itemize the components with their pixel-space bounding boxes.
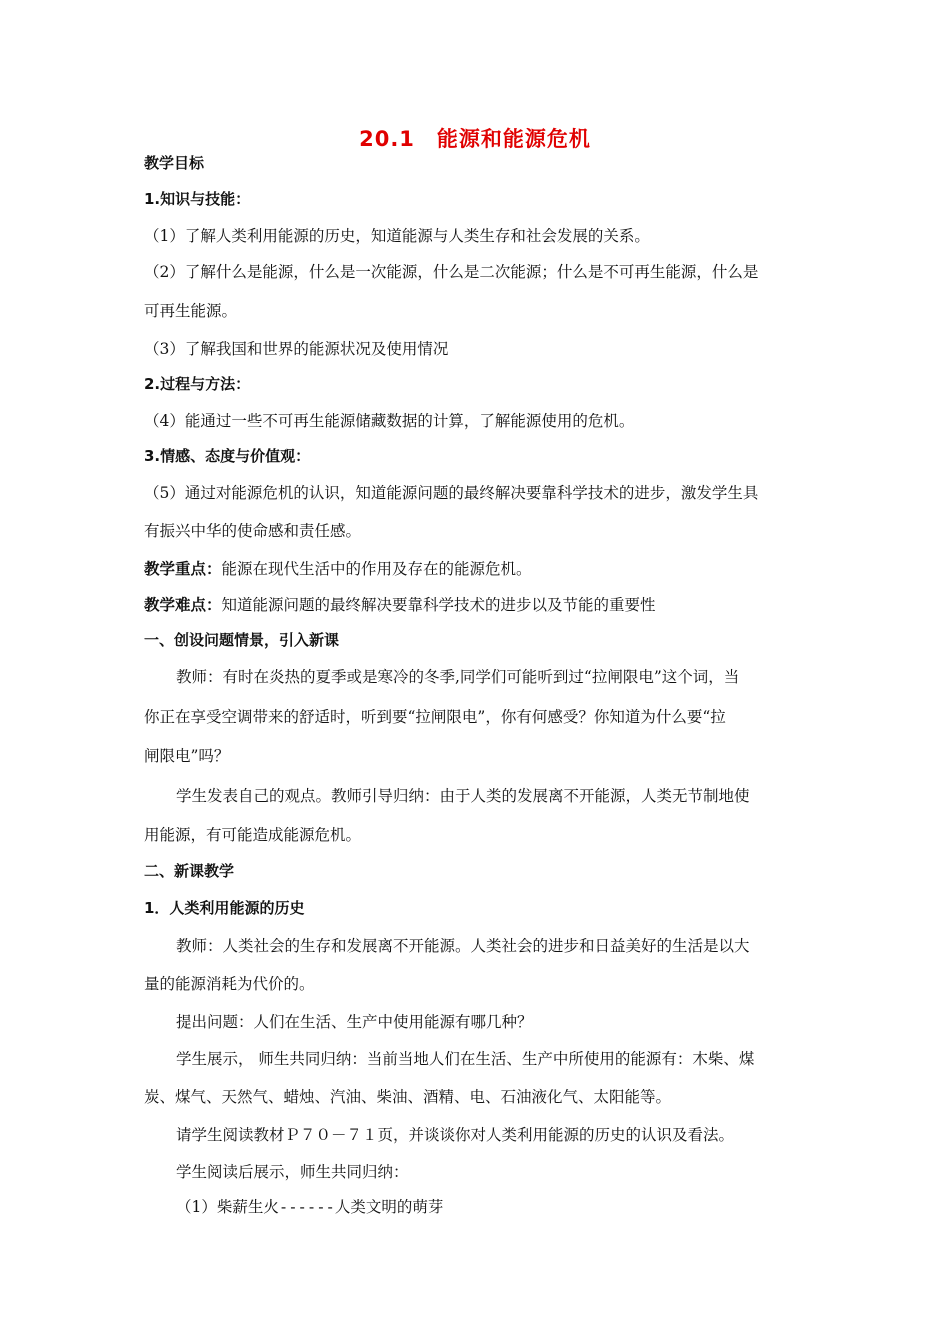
paragraph-1-line1: 教师：有时在炎热的夏季或是寒冷的冬季,同学们可能听到过“拉闸限电”这个词，当 [176, 668, 740, 686]
document-title: 20.1 能源和能源危机 [359, 127, 591, 151]
section-heading-1: 一、创设问题情景，引入新课 [144, 631, 340, 649]
paragraph-6: 请学生阅读教材Ｐ７０－７１页，并谈谈你对人类利用能源的历史的认识及看法。 [176, 1126, 735, 1144]
paragraph-5-line1: 学生展示， 师生共同归纳：当前当地人们在生活、生产中所使用的能源有：木柴、煤 [176, 1050, 755, 1068]
paragraph-3-line1: 教师：人类社会的生存和发展离不开能源。人类社会的进步和日益美好的生活是以大 [176, 937, 750, 955]
paragraph-1-line3: 闸限电”吗？ [144, 747, 230, 765]
paragraph-1-line2: 你正在享受空调带来的舒适时，听到要“拉闸限电”，你有何感受？你知道为什么要“拉 [144, 708, 726, 726]
paragraph-4: 提出问题：人们在生活、生产中使用能源有哪几种？ [176, 1013, 533, 1031]
subsection-heading-2-1: 1．人类利用能源的历史 [144, 899, 305, 917]
heading-teaching-goals: 教学目标 [144, 154, 205, 172]
goal-item-1: （1）了解人类利用能源的历史，知道能源与人类生存和社会发展的关系。 [144, 227, 650, 245]
goal-item-2-line1: （2）了解什么是能源，什么是一次能源，什么是二次能源；什么是不可再生能源，什么是 [144, 263, 759, 281]
paragraph-2-line2: 用能源，有可能造成能源危机。 [144, 826, 362, 844]
goal-item-4: （4）能通过一些不可再生能源储藏数据的计算，了解能源使用的危机。 [144, 412, 635, 430]
difficult-point [144, 593, 814, 615]
goal-item-5-line2: 有振兴中华的使命感和责任感。 [144, 522, 362, 540]
key-point-label: 教学重点： [144, 560, 222, 578]
list-item-1-dashes: ------ [278, 1198, 335, 1216]
difficult-point-text: 知道能源问题的最终解决要靠科学技术的进步以及节能的重要性 [221, 596, 656, 614]
list-item-1-prefix: （1）柴薪生火 [176, 1198, 279, 1216]
paragraph-3-line2: 量的能源消耗为代价的。 [144, 975, 315, 993]
goal-item-3: （3）了解我国和世界的能源状况及使用情况 [144, 340, 449, 358]
subheading-knowledge-skills: 1.知识与技能： [144, 190, 251, 208]
subheading-process-method: 2.过程与方法： [144, 375, 251, 393]
subheading-emotion-values: 3.情感、态度与价值观： [144, 447, 311, 465]
list-item-1-suffix: 人类文明的萌芽 [334, 1198, 444, 1216]
paragraph-2-line1: 学生发表自己的观点。教师引导归纳：由于人类的发展离不开能源，人类无节制地使 [176, 787, 750, 805]
key-point-text: 能源在现代生活中的作用及存在的能源危机。 [221, 560, 532, 578]
paragraph-5-line2: 炭、煤气、天然气、蜡烛、汽油、柴油、酒精、电、石油液化气、太阳能等。 [144, 1088, 672, 1106]
goal-item-2-line2: 可再生能源。 [144, 302, 238, 320]
paragraph-7: 学生阅读后展示，师生共同归纳： [176, 1163, 409, 1181]
list-item-1 [176, 1195, 846, 1217]
key-point [144, 557, 814, 579]
difficult-point-label: 教学难点： [144, 596, 222, 614]
goal-item-5-line1: （5）通过对能源危机的认识，知道能源问题的最终解决要靠科学技术的进步，激发学生具 [144, 484, 759, 502]
section-heading-2: 二、新课教学 [144, 862, 235, 880]
